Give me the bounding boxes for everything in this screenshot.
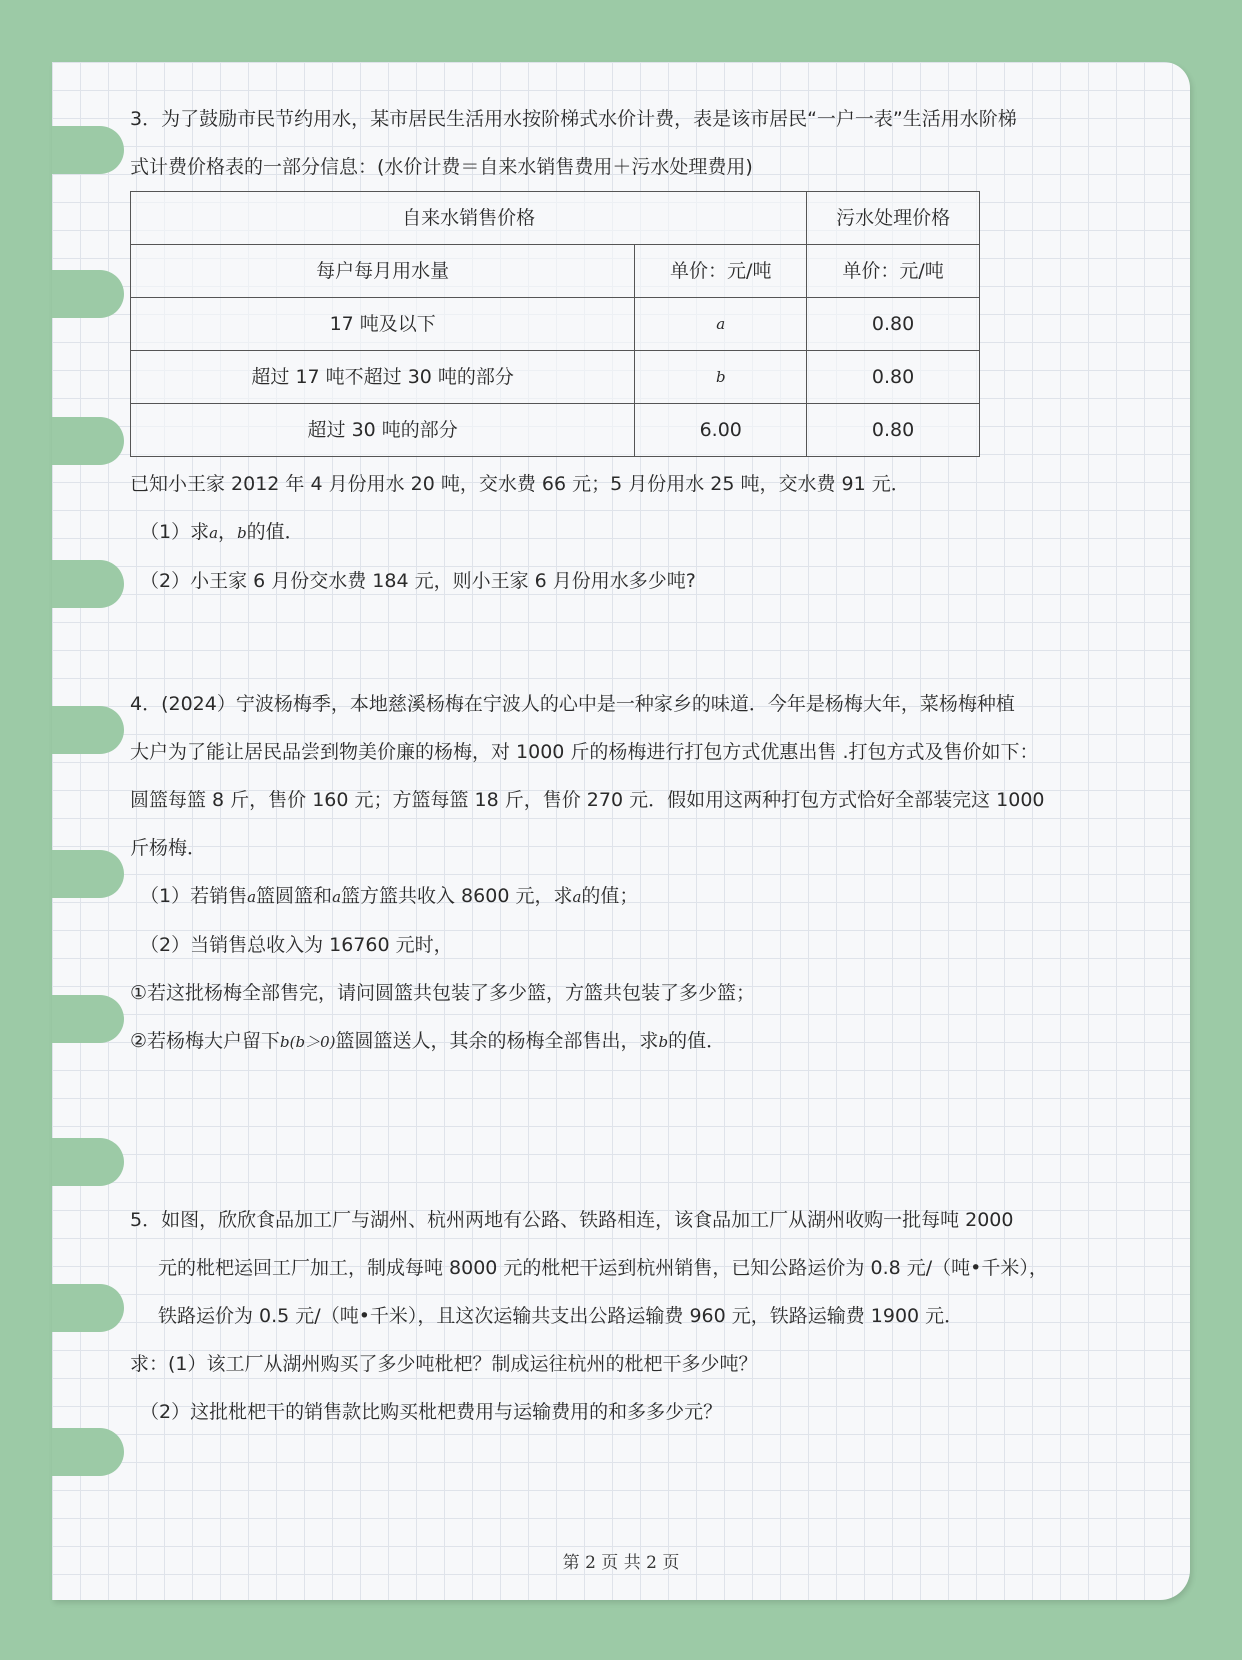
usage-cell: 17 吨及以下 [131, 298, 635, 351]
usage-cell: 超过 30 吨的部分 [131, 404, 635, 457]
q5-line: 5．如图，欣欣食品加工厂与湖州、杭州两地有公路、铁路相连，该食品加工厂从湖州收购一批每吨 2000 [130, 1209, 1014, 1231]
q3-part1: （1）求a，b的值． [140, 521, 304, 543]
sewage-cell: 0.80 [807, 298, 980, 351]
col-usage: 每户每月用水量 [131, 245, 635, 298]
usage-cell: 超过 17 吨不超过 30 吨的部分 [131, 351, 635, 404]
binder-hole [52, 1138, 124, 1186]
binder-hole [52, 1284, 124, 1332]
water-price-table [130, 191, 980, 457]
price-cell: 6.00 [635, 404, 807, 457]
q4-sub1: ①若这批杨梅全部售完，请问圆篮共包装了多少篮，方篮共包装了多少篮； [130, 982, 756, 1004]
q5-part2: （2）这批枇杷干的销售款比购买枇杷费用与运输费用的和多多少元？ [140, 1401, 723, 1423]
question-5 [130, 1196, 1115, 1436]
q3-line: 3．为了鼓励市民节约用水，某市居民生活用水按阶梯式水价计费，表是该市居民“一户一表”生活用水阶梯 [130, 108, 1017, 130]
binder-hole [52, 126, 124, 174]
binder-hole [52, 706, 124, 754]
binder-hole [52, 560, 124, 608]
q3-part2: （2）小王家 6 月份交水费 184 元，则小王家 6 月份用水多少吨? [140, 570, 696, 592]
q3-known: 已知小王家 2012 年 4 月份用水 20 吨，交水费 66 元；5 月份用水 25 吨，交水费 91 元． [130, 473, 910, 495]
sewage-cell: 0.80 [807, 404, 980, 457]
q4-line: 斤杨梅． [130, 837, 207, 859]
worksheet-content [130, 95, 1115, 1436]
q5-line: 元的枇杷运回工厂加工，制成每吨 8000 元的枇杷干运到杭州销售，已知公路运价为 0.8 元/（吨•千米）， [158, 1257, 1048, 1279]
q3-line: 式计费价格表的一部分信息：(水价计费＝自来水销售费用＋污水处理费用) [130, 156, 753, 178]
header-water-price: 自来水销售价格 [131, 192, 807, 245]
sewage-cell: 0.80 [807, 351, 980, 404]
q5-part1: 求：(1）该工厂从湖州购买了多少吨枇杷？制成运往杭州的枇杷干多少吨？ [130, 1353, 758, 1375]
q4-line: 大户为了能让居民品尝到物美价廉的杨梅，对 1000 斤的杨梅进行打包方式优惠出售 .打包方式及售价如下： [130, 741, 1039, 763]
table-row [131, 351, 980, 404]
binder-hole [52, 995, 124, 1043]
col-sewage-unit: 单价：元/吨 [807, 245, 980, 298]
price-cell: b [635, 351, 807, 404]
q4-line: 4．(2024）宁波杨梅季，本地慈溪杨梅在宁波人的心中是一种家乡的味道．今年是杨梅大年，菜杨梅种植 [130, 693, 1015, 715]
binder-hole [52, 850, 124, 898]
binder-hole [52, 417, 124, 465]
q4-part1: （1）若销售a篮圆篮和a篮方篮共收入 8600 元，求a的值； [140, 885, 639, 907]
var-b: b [237, 524, 247, 542]
q4-part2: （2）当销售总收入为 16760 元时， [140, 934, 453, 956]
q5-line: 铁路运价为 0.5 元/（吨•千米），且这次运输共支出公路运输费 960 元，铁路运输费 1900 元． [158, 1305, 964, 1327]
q4-line: 圆篮每篮 8 斤，售价 160 元；方篮每篮 18 斤，售价 270 元．假如用这两种打包方式恰好全部装完这 1000 [130, 789, 1045, 811]
question-4 [130, 680, 1115, 1066]
page-number: 第 2 页 共 2 页 [562, 1553, 680, 1573]
header-sewage-price: 污水处理价格 [807, 192, 980, 245]
price-cell: a [635, 298, 807, 351]
q4-sub2: ②若杨梅大户留下b(b＞0)篮圆篮送人，其余的杨梅全部售出，求b的值． [130, 1030, 726, 1052]
table-row [131, 298, 980, 351]
var-a: a [209, 524, 219, 542]
question-3 [130, 95, 1115, 605]
binder-hole [52, 270, 124, 318]
col-unit-price: 单价：元/吨 [635, 245, 807, 298]
binder-hole [52, 1428, 124, 1476]
table-row [131, 404, 980, 457]
